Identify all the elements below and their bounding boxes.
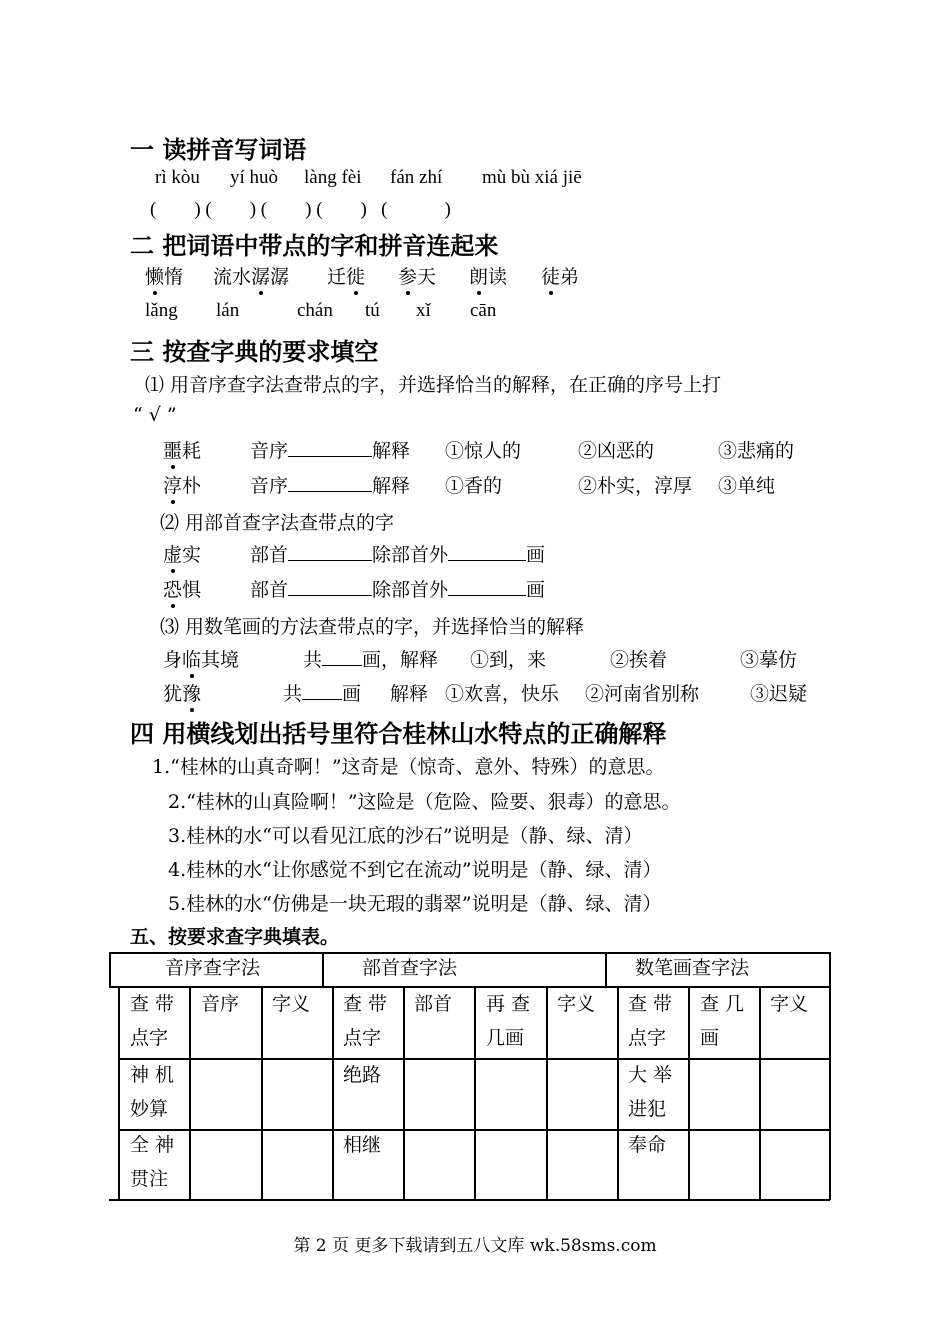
pinyin-1: rì kòu xyxy=(155,167,200,188)
q3-option-2a[interactable]: ①欢喜，快乐 xyxy=(445,683,560,705)
group-header-radical: 部首查字法 xyxy=(362,957,458,979)
col-header-meaning-3: 字义 xyxy=(770,993,809,1015)
q1-option-2b[interactable]: ②朴实，淳厚 xyxy=(578,475,693,497)
pinyin-5: mù bù xiá jiē xyxy=(482,167,582,188)
section3-title: 三 按查字典的要求填空 xyxy=(130,337,379,366)
match-pinyin-2: lán xyxy=(216,300,240,321)
q3-fill-1: 共 画，解释 xyxy=(303,649,439,671)
pinyin-3: làng fèi xyxy=(304,167,362,188)
sec4-item-2: 2.“桂林的山真险啊！”这险是（危险、险要、狠毒）的意思。 xyxy=(168,791,681,813)
q3-option-2b[interactable]: ②河南省别称 xyxy=(585,683,700,705)
q2-fill-2: 部首 除部首外 画 xyxy=(250,579,546,601)
q3-option-2c[interactable]: ③迟疑 xyxy=(750,683,808,705)
word-6: 徒弟 xyxy=(541,266,580,288)
q1-fill-2: 音序 解释 xyxy=(250,475,411,497)
section2-title: 二 把词语中带点的字和拼音连起来 xyxy=(130,231,499,260)
q3-option-1c[interactable]: ③摹仿 xyxy=(740,649,798,671)
q1-option-2c[interactable]: ③单纯 xyxy=(718,475,776,497)
section5-title: 五、按要求查字典填表。 xyxy=(130,926,340,948)
q1-word-2: 淳朴 xyxy=(163,475,202,497)
col-header-radical: 部首 xyxy=(414,993,453,1015)
page-footer: 第 2 页 更多下载请到五八文库 wk.58sms.com xyxy=(293,1236,657,1256)
q3-fill-2: 共 画 xyxy=(283,683,362,705)
q1-fill-1: 音序 解释 xyxy=(250,440,411,462)
match-pinyin-6: cān xyxy=(470,300,497,321)
word-2: 流水潺潺 xyxy=(213,266,290,288)
sec4-item-5: 5.桂林的水“仿佛是一块无瑕的翡翠”说明是（静、绿、清） xyxy=(168,893,662,915)
q3-option-1a[interactable]: ①到，来 xyxy=(470,649,547,671)
q2-word-2: 恐惧 xyxy=(163,579,202,601)
sec4-item-1: 1.“桂林的山真奇啊！”这奇是（惊奇、意外、特殊）的意思。 xyxy=(152,756,665,778)
group-header-stroke: 数笔画查字法 xyxy=(635,957,750,979)
q1-option-2a[interactable]: ①香的 xyxy=(445,475,503,497)
col-header-char-3: 查 带 点字 xyxy=(628,993,673,1049)
pinyin-4: fán zhí xyxy=(390,167,443,188)
q1-word-1: 噩耗 xyxy=(163,440,202,462)
answer-brackets: ( ) ( ) ( ) ( ) ( ) xyxy=(150,199,451,220)
col-header-strokes-extra: 再 查 几画 xyxy=(486,993,531,1049)
col-header-char-1: 查 带 点字 xyxy=(130,993,175,1049)
q3-option-1b[interactable]: ②挨着 xyxy=(610,649,668,671)
q1-instruction: ⑴ 用音序查字法查带点的字，并选择恰当的解释，在正确的序号上打 xyxy=(145,374,722,396)
q3-word-1: 身临其境 xyxy=(163,649,240,671)
col-header-strokes: 查 几 画 xyxy=(700,993,745,1049)
q1-option-1a[interactable]: ①惊人的 xyxy=(445,440,522,462)
section4-title: 四 用横线划出括号里符合桂林山水特点的正确解释 xyxy=(130,719,667,748)
q1-option-1c[interactable]: ③悲痛的 xyxy=(718,440,795,462)
table-row2-word-3: 奉命 xyxy=(628,1134,667,1156)
word-3: 迁徙 xyxy=(327,266,366,288)
table-row1-word-3: 大 举 进犯 xyxy=(628,1064,673,1120)
q2-instruction: ⑵ 用部首查字法查带点的字 xyxy=(160,512,395,534)
match-pinyin-3: chán xyxy=(297,300,333,321)
pinyin-2: yí huò xyxy=(230,167,279,188)
col-header-meaning-1: 字义 xyxy=(272,993,311,1015)
match-pinyin-1: lǎng xyxy=(145,300,178,321)
q1-check-mark: “ √ ” xyxy=(133,404,177,426)
group-header-phonetic: 音序查字法 xyxy=(165,957,261,979)
q2-fill-1: 部首 除部首外 画 xyxy=(250,544,546,566)
sec4-item-4: 4.桂林的水“让你感觉不到它在流动”说明是（静、绿、清） xyxy=(168,859,662,881)
word-5: 朗读 xyxy=(469,266,508,288)
col-header-char-2: 查 带 点字 xyxy=(343,993,388,1049)
word-1: 懒惰 xyxy=(145,266,184,288)
q1-option-1b[interactable]: ②凶恶的 xyxy=(578,440,655,462)
q2-word-1: 虚实 xyxy=(163,544,202,566)
table-row1-word-2: 绝路 xyxy=(343,1064,382,1086)
q3-instruction: ⑶ 用数笔画的方法查带点的字，并选择恰当的解释 xyxy=(160,616,585,638)
match-pinyin-4: tú xyxy=(365,300,380,321)
sec4-item-3: 3.桂林的水“可以看见江底的沙石”说明是（静、绿、清） xyxy=(168,825,643,847)
word-4: 参天 xyxy=(398,266,437,288)
q3-explain-label: 解释 xyxy=(390,683,429,705)
section1-title: 一 读拼音写词语 xyxy=(130,135,307,164)
col-header-phonetic: 音序 xyxy=(201,993,240,1015)
table-row1-word-1: 神 机 妙算 xyxy=(130,1064,175,1120)
table-row2-word-1: 全 神 贯注 xyxy=(130,1134,175,1190)
match-pinyin-5: xǐ xyxy=(416,300,431,321)
q3-word-2: 犹豫 xyxy=(163,683,202,705)
table-row2-word-2: 相继 xyxy=(343,1134,382,1156)
col-header-meaning-2: 字义 xyxy=(557,993,596,1015)
